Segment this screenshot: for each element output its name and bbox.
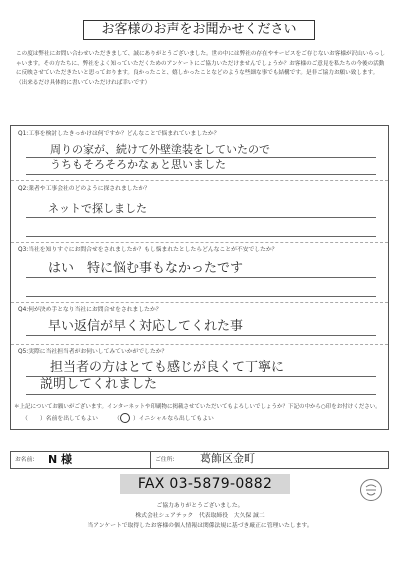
intro-paragraph: この度は弊社にお問い合わせいただきまして、誠にありがとうございました。世の中には弊社の存在やサービスをご存じないお客様が沢山いらっしゃいます。その方たちに、弊社をよく知っていただくためのアンケートにご協力いただけませんでしょうか？お客様のご意見を私たちの今後の活動に反映させていただきたいと思っております。良かったこと、嬉しかったことなどのような些細な事でも結構です。是非ご協力お願い致します。（出来るだけ具体的に書いていただければ幸いです） xyxy=(16,51,386,86)
row-divider xyxy=(150,451,151,469)
section-divider xyxy=(11,180,388,181)
answer-rule xyxy=(26,174,376,175)
question-3-label: Q3:当社を知りすぐにお問合せをされましたか？もし悩まれたとしたらどんなことが不安でしたか？ xyxy=(18,247,278,253)
option-name-checkbox[interactable]: （ xyxy=(22,416,28,422)
answer-rule xyxy=(26,335,376,336)
answer-rule xyxy=(26,236,376,237)
section-divider xyxy=(11,302,388,303)
company-text: 株式会社シェアテック 代表取締役 大久保 誠二 xyxy=(135,513,265,519)
option-initial-paren: （ xyxy=(114,416,120,422)
question-4-label: Q4:何が決め手となり当社にお問合せをされましたか？ xyxy=(18,307,162,313)
question-1-label: Q1:工事を検討したきっかけは何ですか？どんなことで悩まれていましたか？ xyxy=(18,131,220,137)
question-2-answer-line-1[interactable]: ネットで探しました xyxy=(48,202,147,215)
answer-rule xyxy=(26,394,376,395)
thanks-text: ご協力ありがとうございました。 xyxy=(156,503,244,509)
section-divider xyxy=(11,242,388,243)
question-5-label: Q5:実際に当社担当者がお伺いしてみていかがでしたか？ xyxy=(18,349,168,355)
section-divider xyxy=(11,344,388,345)
answer-rule xyxy=(26,277,376,278)
answer-rule xyxy=(26,296,376,297)
question-3-answer-line-1[interactable]: はい 特に悩む事もなかったです xyxy=(48,261,244,276)
consent-question: ＊上記についてお願いがございます。インターネットや印刷物に掲載させていただいてもよろしいでしょうか？下記の中から○印をお付けください。 xyxy=(14,404,381,410)
name-value[interactable]: N 様 xyxy=(48,453,73,466)
question-2-label: Q2:業者や工事会社のどのように探されましたか？ xyxy=(18,186,150,192)
privacy-text: 当アンケートで取得したお客様の個人情報は関係法規に基づき厳正に管理いたします。 xyxy=(87,523,313,529)
address-value[interactable]: 葛飾区金町 xyxy=(200,452,255,465)
question-4-answer-line-1[interactable]: 早い返信が早く対応してくれた事 xyxy=(48,319,244,334)
seal-stamp xyxy=(360,479,382,501)
fax-number: FAX 03-5879-0882 xyxy=(120,474,290,494)
address-label: ご住所: xyxy=(155,457,175,463)
option-name-label: ）名前を出してもよい xyxy=(40,416,98,422)
question-5-answer-line-1[interactable]: 担当者の方はとても感じが良くて丁寧に xyxy=(50,360,285,375)
answer-rule xyxy=(26,217,376,218)
option-initial-label: ）イニシャルなら出してもよい xyxy=(133,416,214,422)
question-5-answer-line-2[interactable]: 説明してくれました xyxy=(40,377,158,392)
name-label: お名前: xyxy=(15,457,35,463)
option-initial-circle[interactable] xyxy=(120,413,130,423)
question-1-answer-line-1[interactable]: 周りの家が、続けて外壁塗装をしていたので xyxy=(50,143,270,156)
page-title: お客様のお声をお聞かせください xyxy=(83,20,315,40)
question-1-answer-line-2[interactable]: うちもそろそろかなぁと思いました xyxy=(50,158,226,171)
